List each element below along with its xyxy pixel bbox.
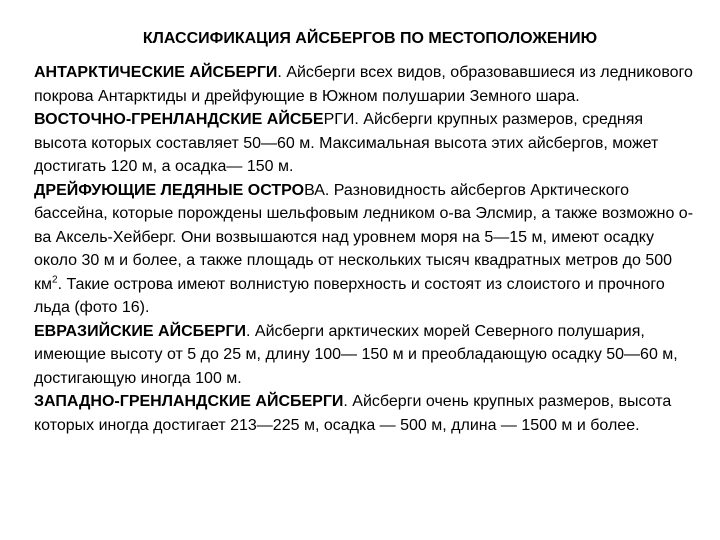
section-text: . Айсберги всех видов, образовавшиеся из ледникового покрова Антарктиды и дрейфующие в Южном полушарии Земного шара. (34, 64, 693, 105)
section-heading: АНТАРКТИЧЕСКИЕ АЙСБЕРГИ (34, 64, 278, 81)
section-heading: ЕВРАЗИЙСКИЕ АЙСБЕРГИ (34, 322, 247, 340)
section-west-greenland (34, 390, 694, 437)
section-heading: ДРЕЙФУЮЩИЕ ЛЕДЯНЫЕ ОСТРО (34, 181, 305, 199)
section-antarctic (34, 61, 694, 108)
section-eurasian (34, 320, 694, 391)
document-body (34, 61, 694, 437)
section-drifting-ice-islands (34, 179, 694, 320)
section-east-greenland (34, 108, 694, 179)
section-text: . Айсберги арктических морей Северного полушария, имеющие высоту от 5 до 25 м, длину 100— 150 м и преобладающую осадку 50—60 м, достигающую иногда 100 м. (34, 322, 678, 387)
section-heading: ВОСТОЧНО-ГРЕНЛАНДСКИЕ АЙСБЕ (34, 111, 324, 128)
section-text-continued: . Такие острова имеют волнистую поверхность и состоят из слоистого и прочного льда (фото 16). (34, 275, 665, 316)
superscript: 2 (52, 274, 58, 286)
section-text: . Айсберги очень крупных размеров, высота которых иногда достигает 213—225 м, осадка — 500 м, длина — 1500 м и более. (34, 393, 672, 434)
page-title: КЛАССИФИКАЦИЯ АЙСБЕРГОВ ПО МЕСТОПОЛОЖЕНИЮ (142, 30, 598, 47)
section-text: ВА. Разновидность айсбергов Арктического бассейна, которые порождены шельфовым ледником о-ва Элсмир, а также возможно о-ва Аксель-Хейберг. Они возвышаются над уровнем моря на 5—15 м, имеют осадку около 30 м и более, а также площадь от нескольких тысяч квадратных метров до 500 км (34, 181, 694, 293)
section-text: РГИ. Айсберги крупных размеров, средняя высота которых составляет 50—60 м. Максимальная высота этих айсбергов, может достигать 120 м, а осадка— 150 м. (34, 111, 659, 175)
section-heading: ЗАПАДНО-ГРЕНЛАНДСКИЕ АЙСБЕРГИ (34, 393, 344, 410)
